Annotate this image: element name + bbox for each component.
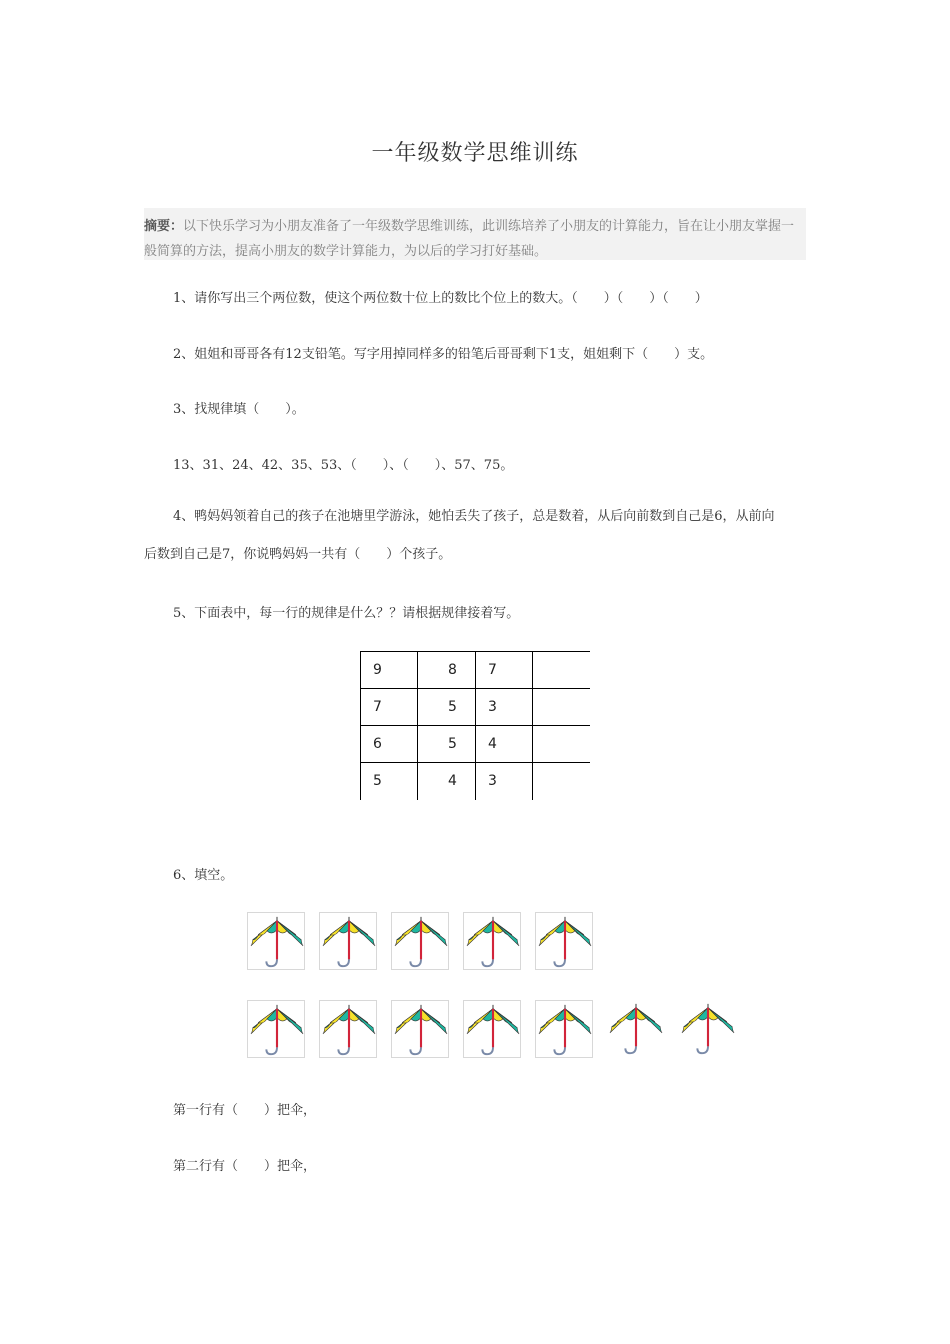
table-row — [361, 763, 590, 800]
abstract-box — [144, 208, 806, 260]
table-cell: 5 — [418, 726, 476, 763]
umbrella-icon — [391, 1000, 449, 1058]
table-row — [361, 726, 590, 763]
umbrella-icon — [319, 1000, 377, 1058]
table-cell: 5 — [361, 763, 418, 800]
pattern-table — [360, 651, 590, 800]
table-cell: 9 — [361, 652, 418, 689]
table-cell: 3 — [476, 763, 533, 800]
table-cell: 6 — [361, 726, 418, 763]
table-blank-cell[interactable] — [533, 652, 590, 689]
row-2-count-blank: 第二行有（ ）把伞， — [173, 1159, 317, 1174]
umbrella-icon — [463, 1000, 521, 1058]
umbrella-icon — [607, 1000, 667, 1058]
table-cell: 3 — [476, 689, 533, 726]
row-1-count-blank: 第一行有（ ）把伞， — [173, 1103, 317, 1118]
umbrella-icon — [463, 912, 521, 970]
table-cell: 7 — [361, 689, 418, 726]
abstract-label: 摘要： — [144, 219, 184, 234]
question-5: 5、下面表中，每一行的规律是什么？？请根据规律接着写。 — [173, 606, 520, 621]
table-cell: 4 — [476, 726, 533, 763]
umbrella-icon — [247, 912, 305, 970]
abstract-text: 以下快乐学习为小朋友准备了一年级数学思维训练，此训练培养了小朋友的计算能力，旨在让小朋友掌握一般简算的方法，提高小朋友的数学计算能力，为以后的学习打好基础。 — [144, 219, 795, 259]
table-blank-cell[interactable] — [533, 689, 590, 726]
page-title: 一年级数学思维训练 — [371, 141, 579, 166]
question-4: 4、鸭妈妈领着自己的孩子在池塘里学游泳，她怕丢失了孩子，总是数着，从后向前数到自己是6，从前向后数到自己是7，你说鸭妈妈一共有（ ）个孩子。 — [144, 509, 775, 562]
table-cell: 7 — [476, 652, 533, 689]
umbrella-row-2 — [247, 1000, 751, 1058]
question-3: 3、找规律填（ ）。 — [173, 402, 305, 417]
table-row — [361, 689, 590, 726]
table-row — [361, 652, 590, 689]
question-2: 2、姐姐和哥哥各有12支铅笔。写字用掉同样多的铅笔后哥哥剩下1支，姐姐剩下（ ）支。 — [173, 347, 714, 362]
question-1: 1、请你写出三个两位数，使这个两位数十位上的数比个位上的数大。（ ）（ ）（ ） — [173, 291, 708, 306]
table-cell: 8 — [418, 652, 476, 689]
table-blank-cell[interactable] — [533, 763, 590, 800]
umbrella-row-1 — [247, 912, 607, 970]
umbrella-icon — [247, 1000, 305, 1058]
table-cell: 4 — [418, 763, 476, 800]
umbrella-icon — [535, 1000, 593, 1058]
umbrella-icon — [391, 912, 449, 970]
umbrella-icon — [679, 1000, 739, 1058]
question-3-sequence: 13、31、24、42、35、53、（ ）、（ ）、57、75。 — [173, 458, 514, 473]
question-6: 6、填空。 — [173, 868, 234, 883]
table-cell: 5 — [418, 689, 476, 726]
umbrella-icon — [535, 912, 593, 970]
table-blank-cell[interactable] — [533, 726, 590, 763]
umbrella-icon — [319, 912, 377, 970]
